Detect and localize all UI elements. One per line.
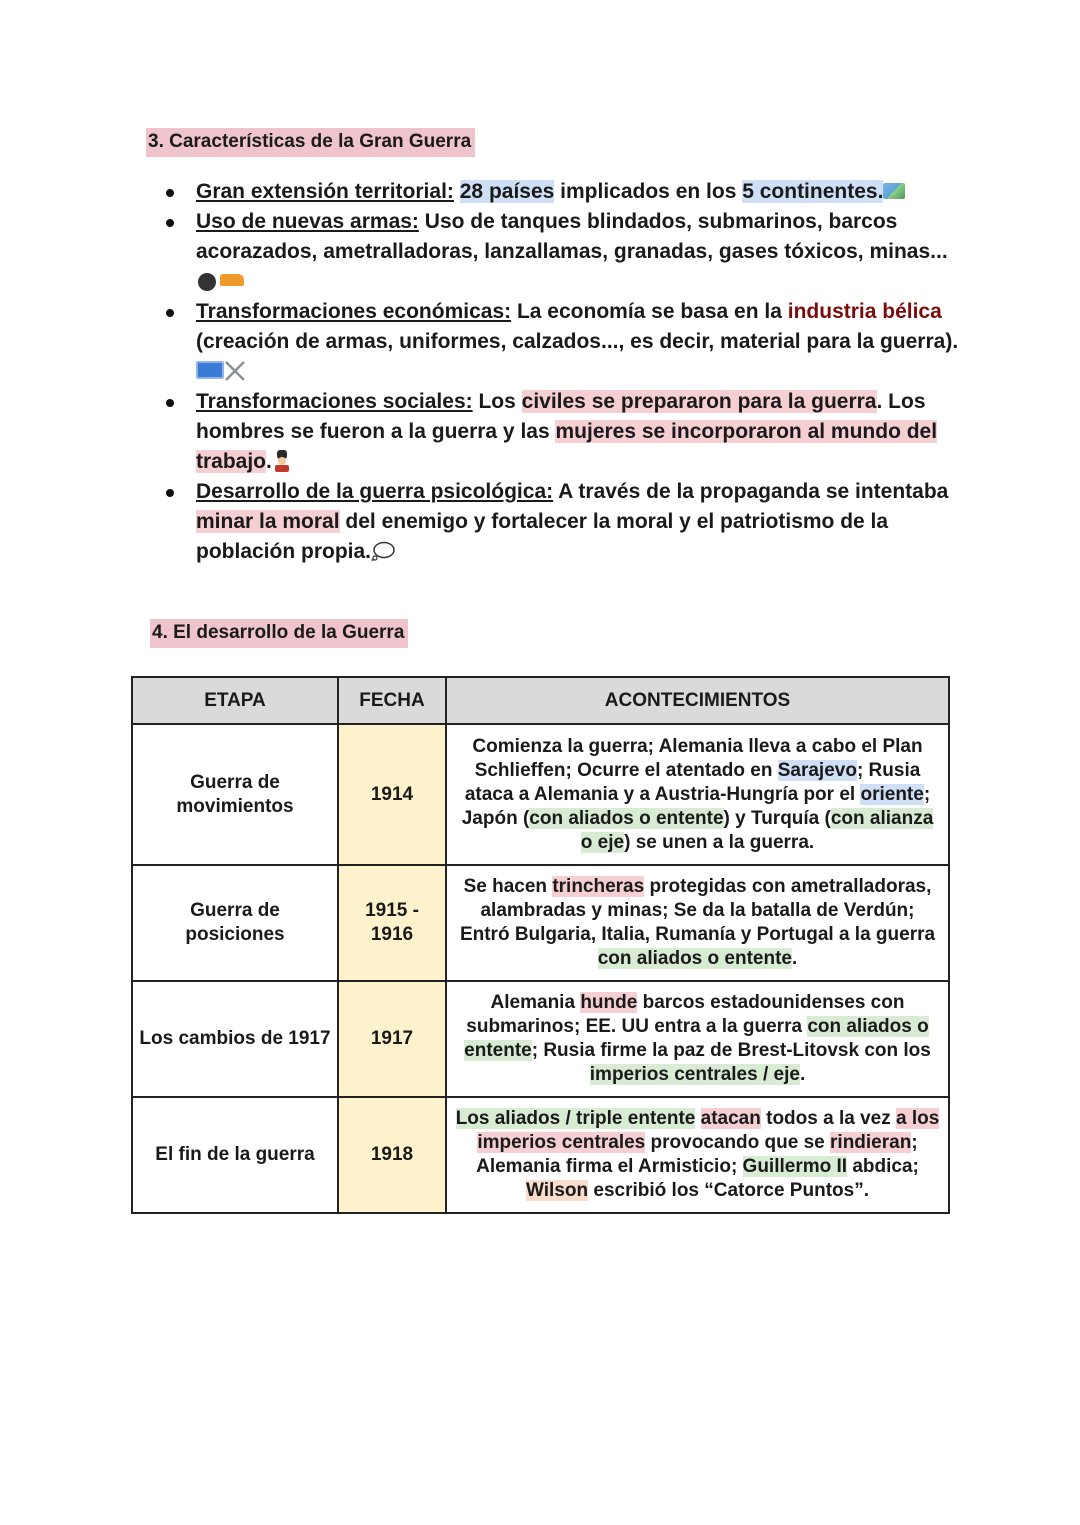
list-item (164, 207, 964, 297)
highlight-text: Guillermo II (742, 1156, 848, 1177)
bullet-label: Uso de nuevas armas: (196, 210, 419, 233)
text: todos a la vez (760, 1108, 896, 1129)
list-item (164, 387, 964, 477)
highlight-text: con alianza o eje (580, 807, 934, 853)
cell-etapa: El fin de la guerra (132, 1097, 338, 1213)
header-etapa: ETAPA (132, 677, 338, 724)
text: protegidas con ametralladoras, alambradas y minas; Se da la batalla de Verdún; Entró Bulgaria, Italia, Rumanía y Portugal a la guerra (459, 876, 936, 945)
text: Alemania (490, 992, 581, 1013)
highlight-text: industria bélica (787, 300, 942, 323)
text: . (266, 450, 272, 473)
text: La economía se basa en la (511, 300, 788, 323)
speech-bubble-icon (371, 541, 395, 561)
text: ) se unen a la guerra. (624, 831, 815, 853)
header-fecha: FECHA (338, 677, 446, 724)
table-row (132, 1097, 949, 1213)
section-4-heading: 4. El desarrollo de la Guerra (150, 619, 408, 648)
text: del enemigo y fortalecer la moral y el patriotismo de la población propia. (196, 510, 889, 563)
bullet-icon (166, 489, 174, 497)
text: . (791, 948, 798, 969)
text: ; Rusia ataca a Alemania y a Austria-Hungría por el (464, 759, 921, 805)
bullet-icon (166, 219, 174, 227)
list-item (164, 477, 964, 567)
table-row (132, 724, 949, 865)
highlight-text: con aliados o entente (529, 807, 724, 829)
bullet-icon (166, 189, 174, 197)
highlight-text: Sarajevo (777, 759, 857, 781)
pistol-icon (220, 274, 244, 286)
text: (creación de armas, uniformes, calzados..., es decir, material para la guerra). (196, 330, 959, 353)
highlight-text: trincheras (552, 876, 645, 897)
highlight-text: imperios centrales / eje (589, 1064, 800, 1085)
text: abdica; (847, 1156, 919, 1177)
cell-fecha: 1917 (338, 981, 446, 1097)
highlight-text: a los imperios centrales (477, 1108, 940, 1153)
cell-acontecimientos (446, 724, 949, 865)
text: ; Japón ( (461, 783, 931, 829)
highlight-text: hunde (580, 992, 638, 1013)
cell-acontecimientos (446, 981, 949, 1097)
text: escribió los “Catorce Puntos”. (588, 1180, 869, 1201)
highlight-text: civiles se prepararon para la guerra (521, 390, 877, 413)
war-development-table (131, 676, 950, 1214)
cell-fecha: 1914 (338, 724, 446, 865)
highlight-text: 5 continentes. (742, 180, 884, 203)
text: A través de la propaganda se intentaba (553, 480, 949, 503)
money-icon (196, 361, 224, 379)
text: . Los hombres se fueron a la guerra y las (196, 390, 926, 443)
highlight-text: Wilson (526, 1180, 589, 1201)
bullet-icon (166, 309, 174, 317)
text: ; Alemania firma el Armisticio; (476, 1132, 918, 1177)
cell-etapa: Guerra de movimientos (132, 724, 338, 865)
text (695, 1108, 700, 1129)
cell-acontecimientos (446, 1097, 949, 1213)
highlight-text: rindieran (830, 1132, 912, 1153)
bullet-label: Desarrollo de la guerra psicológica: (196, 480, 554, 503)
swords-icon (224, 360, 246, 382)
table-row (132, 981, 949, 1097)
guard-icon (272, 450, 292, 472)
characteristics-list (164, 177, 964, 567)
map-icon (883, 183, 905, 199)
section-3-heading: 3. Características de la Gran Guerra (146, 128, 475, 157)
highlight-text: oriente (860, 783, 924, 805)
text: Se hacen (463, 876, 553, 897)
highlight-text: con aliados o entente (464, 1016, 929, 1061)
text (454, 180, 460, 203)
table-header-row (132, 677, 949, 724)
text: provocando que se (645, 1132, 831, 1153)
highlight-text: atacan (700, 1108, 761, 1129)
cell-acontecimientos (446, 865, 949, 981)
bullet-label: Gran extensión territorial: (196, 180, 454, 203)
text: Uso de tanques blindados, submarinos, barcos acorazados, ametralladoras, lanzallamas, granadas, gases tóxicos, minas... (196, 210, 948, 263)
highlight-text: con aliados o entente (597, 948, 792, 969)
bullet-label: Transformaciones sociales: (196, 390, 473, 413)
highlight-text: mujeres se incorporaron al mundo del trabajo (196, 420, 938, 473)
cell-fecha: 1918 (338, 1097, 446, 1213)
bomb-icon (198, 273, 216, 291)
table-row (132, 865, 949, 981)
text: . (799, 1064, 806, 1085)
highlight-text: Los aliados / triple entente (455, 1108, 696, 1129)
header-acontecimientos: ACONTECIMIENTOS (446, 677, 949, 724)
list-item (164, 177, 964, 207)
text: implicados en los (554, 180, 743, 203)
cell-fecha: 1915 - 1916 (338, 865, 446, 981)
bullet-icon (166, 399, 174, 407)
highlight-text: minar la moral (196, 510, 340, 533)
text: Comienza la guerra; Alemania lleva a cabo el Plan Schlieffen; Ocurre el atentado en (472, 735, 923, 781)
text: ; Rusia firme la paz de Brest-Litovsk con los (531, 1040, 931, 1061)
text: barcos estadounidenses con submarinos; EE. UU entra a la guerra (466, 992, 905, 1037)
highlight-text: 28 países (459, 180, 555, 203)
text: ) y Turquía ( (723, 807, 831, 829)
cell-etapa: Guerra de posiciones (132, 865, 338, 981)
cell-etapa: Los cambios de 1917 (132, 981, 338, 1097)
bullet-label: Transformaciones económicas: (196, 300, 512, 323)
list-item (164, 297, 964, 387)
text: Los (472, 390, 522, 413)
